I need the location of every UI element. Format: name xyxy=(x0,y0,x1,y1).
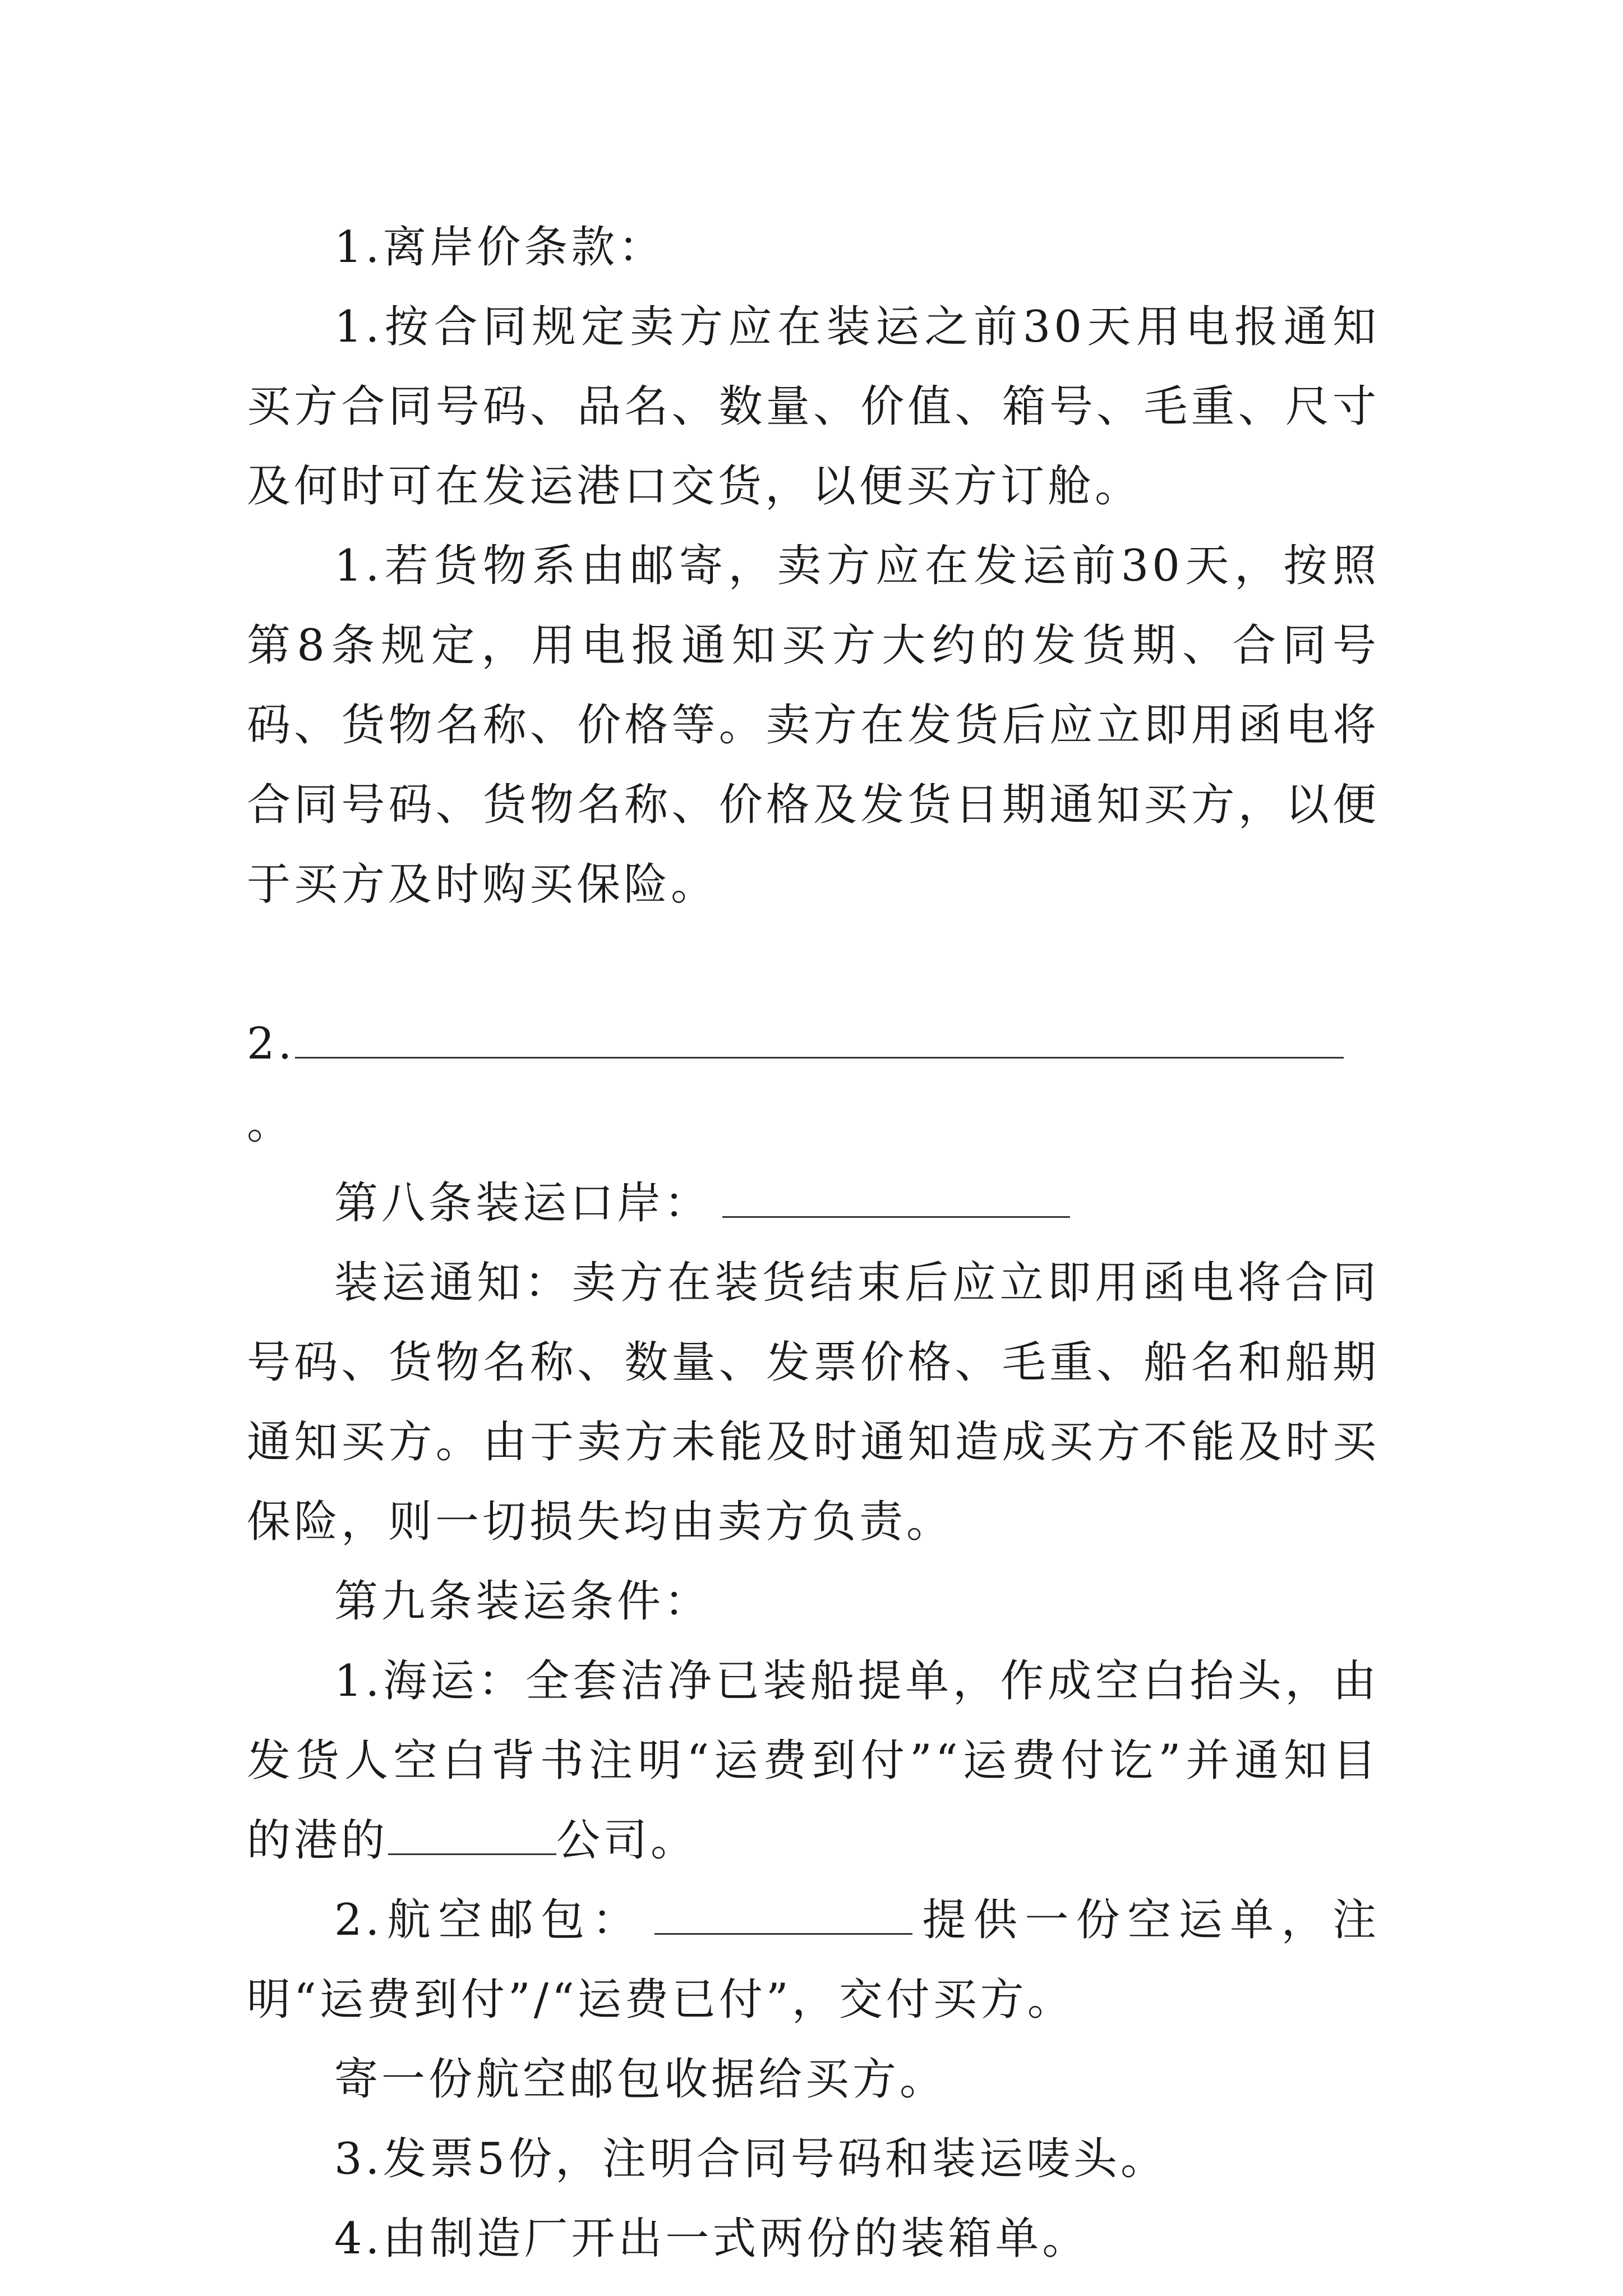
invoice-item: 3.发票5份，注明合同号码和装运唛头。 xyxy=(334,2134,1168,2184)
document-body xyxy=(247,208,1380,2279)
blank-line-air xyxy=(654,1896,912,1935)
shipping-notice-paragraph: 装运通知：卖方在装货结束后应立即用函电将合同号码、货物名称、数量、发票价格、毛重、船名和船期通知买方。由于卖方未能及时通知造成买方不能及时买保险，则一切损失均由卖方负责。 xyxy=(247,1258,1380,1547)
blank-line-company xyxy=(388,1816,556,1855)
clause-fob-heading: 1.离岸价条款： xyxy=(334,222,666,273)
clause-mail-item: 1.若货物系由邮寄，卖方应在发运前30天，按照第8条规定，用电报通知买方大约的发货期、合同号码、货物名称、价格等。卖方在发货后应立即用函电将合同号码、货物名称、价格及发货日期通知买方，以便于买方及时购买保险。 xyxy=(247,541,1380,910)
air-parcel-text: 提供一份空运单，注明“运费到付”/“运费已付”，交付买方。 xyxy=(247,1895,1380,2025)
clause-2-line xyxy=(247,1004,1380,1163)
air-parcel-paragraph xyxy=(247,1880,1380,2040)
clause-2-number: 2. xyxy=(247,1019,296,1069)
air-parcel-receipt: 寄一份航空邮包收据给买方。 xyxy=(334,2054,947,2105)
sea-transport-suffix: 公司。 xyxy=(556,1815,698,1866)
clause-2-end-mark: 。 xyxy=(247,1098,294,1149)
air-parcel-label: 2.航空邮包： xyxy=(334,1895,644,1945)
blank-line-clause-2 xyxy=(295,1020,1344,1059)
sea-transport-text: 1.海运：全套洁净已装船提单，作成空白抬头，由发货人空白背书注明“运费到付”“运费付讫”并通知目的港的 xyxy=(247,1656,1380,1866)
clause-fob-item-1: 1.按合同规定卖方应在装运之前30天用电报通知买方合同号码、品名、数量、价值、箱号、毛重、尺寸及何时可在发运港口交货，以便买方订舱。 xyxy=(247,302,1380,512)
sea-transport-paragraph xyxy=(247,1641,1380,1880)
article-8-port-of-shipment xyxy=(247,1163,1380,1243)
article-9-heading: 第九条装运条件： xyxy=(334,1576,712,1627)
packing-list-item: 4.由制造厂开出一式两份的装箱单。 xyxy=(334,2214,1090,2264)
blank-line-port xyxy=(722,1179,1070,1218)
article-8-label: 第八条装运口岸： xyxy=(334,1178,712,1228)
